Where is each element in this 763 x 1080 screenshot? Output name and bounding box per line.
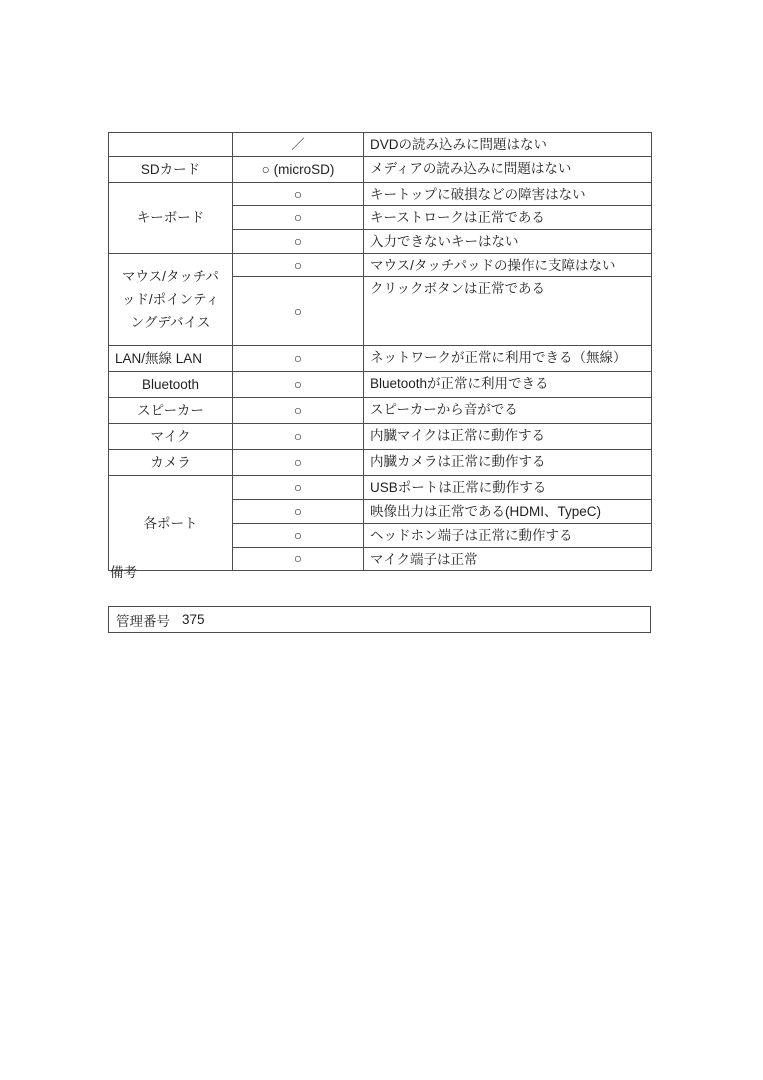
table-row (109, 253, 652, 277)
status-mark-cell: ○ (233, 182, 364, 206)
table-row (109, 156, 652, 182)
check-item-cell: 内臓マイクは正常に動作する (364, 424, 652, 450)
status-mark-cell: ○ (233, 277, 364, 346)
remarks-label: 備考 (110, 565, 137, 580)
device-cell: マウス/タッチパッド/ポインティングデバイス (109, 253, 233, 346)
management-number-box (108, 606, 651, 633)
status-mark-cell: ○ (233, 230, 364, 254)
check-item-cell: 映像出力は正常である(HDMI、TypeC) (364, 500, 652, 524)
status-mark-cell: ○ (233, 346, 364, 372)
table-row (109, 476, 652, 500)
status-mark-cell: ○ (233, 424, 364, 450)
device-cell: Bluetooth (109, 372, 233, 398)
status-mark-cell: ／ (233, 133, 364, 157)
table-row (109, 398, 652, 424)
table-row (109, 424, 652, 450)
status-mark-cell: ○ (233, 253, 364, 277)
table-row (109, 372, 652, 398)
check-item-cell: 内臓カメラは正常に動作する (364, 450, 652, 476)
table-row (109, 133, 652, 157)
device-cell (109, 133, 233, 157)
status-mark-cell: ○ (233, 476, 364, 500)
status-mark-cell: ○ (233, 547, 364, 571)
check-item-cell: メディアの読み込みに問題はない (364, 156, 652, 182)
check-item-cell: ヘッドホン端子は正常に動作する (364, 523, 652, 547)
check-item-cell: キーストロークは正常である (364, 206, 652, 230)
table-row (109, 450, 652, 476)
table-row (109, 182, 652, 206)
check-item-cell: クリックボタンは正常である (364, 277, 652, 346)
status-mark-cell: ○ (233, 500, 364, 524)
device-cell: マイク (109, 424, 233, 450)
status-mark-cell: ○ (microSD) (233, 156, 364, 182)
check-item-cell: USBポートは正常に動作する (364, 476, 652, 500)
status-mark-cell: ○ (233, 398, 364, 424)
check-item-cell: DVDの読み込みに問題はない (364, 133, 652, 157)
management-number-value: 375 (182, 612, 205, 627)
check-item-cell: マイク端子は正常 (364, 547, 652, 571)
check-item-cell: マウス/タッチパッドの操作に支障はない (364, 253, 652, 277)
device-cell: カメラ (109, 450, 233, 476)
management-number-label: 管理番号 (116, 613, 170, 629)
check-item-cell: 入力できないキーはない (364, 230, 652, 254)
status-mark-cell: ○ (233, 206, 364, 230)
table-row (109, 346, 652, 372)
status-mark-cell: ○ (233, 523, 364, 547)
device-cell: 各ポート (109, 476, 233, 571)
check-item-cell: スピーカーから音がでる (364, 398, 652, 424)
check-item-cell: Bluetoothが正常に利用できる (364, 372, 652, 398)
device-cell: LAN/無線 LAN (109, 346, 233, 372)
check-item-cell: ネットワークが正常に利用できる（無線） (364, 346, 652, 372)
status-mark-cell: ○ (233, 450, 364, 476)
status-mark-cell: ○ (233, 372, 364, 398)
device-cell: SDカード (109, 156, 233, 182)
device-cell: スピーカー (109, 398, 233, 424)
device-cell: キーボード (109, 182, 233, 253)
check-item-cell: キートップに破損などの障害はない (364, 182, 652, 206)
hardware-check-table (108, 132, 652, 571)
